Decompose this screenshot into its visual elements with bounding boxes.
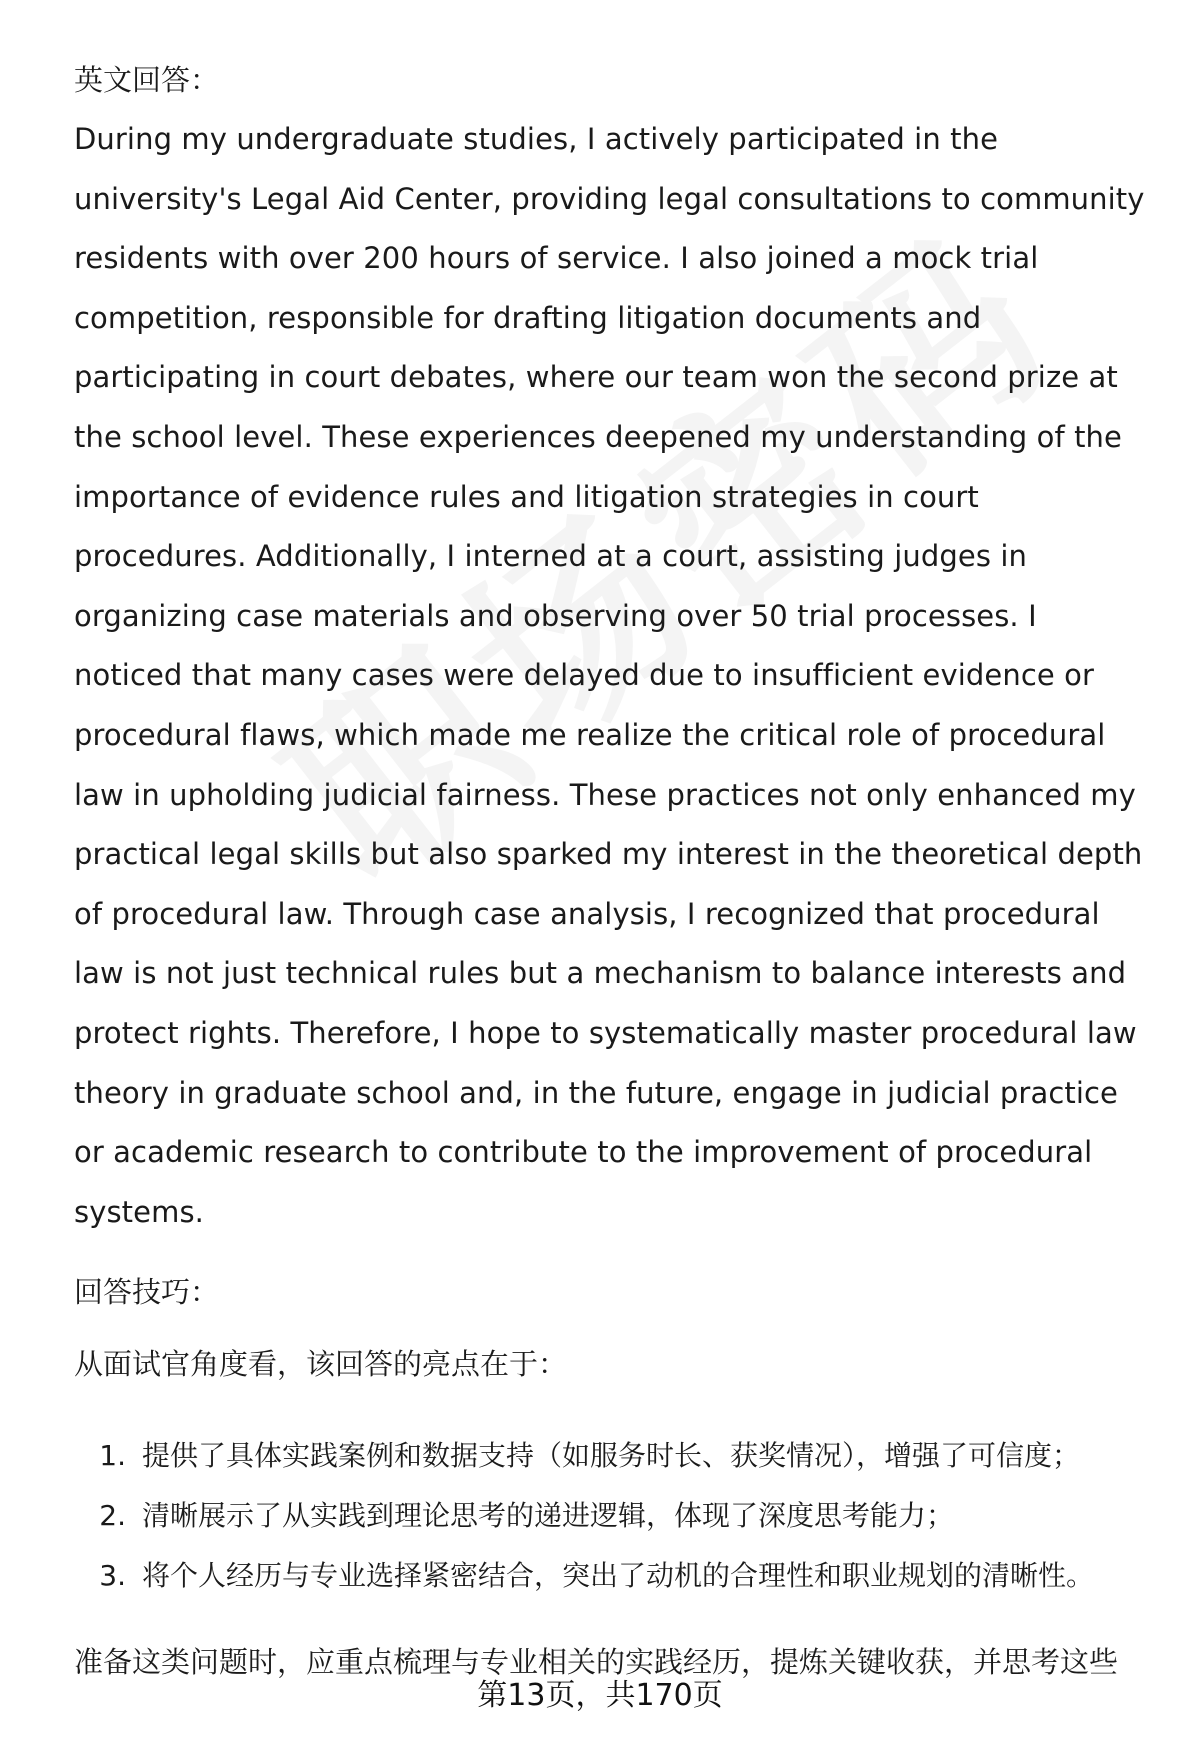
list-item <box>74 1546 1154 1606</box>
list-item-text: 清晰展示了从实践到理论思考的递进逻辑，体现了深度思考能力； <box>142 1499 955 1533</box>
list-item-number: 3. <box>99 1559 126 1593</box>
list-item-number: 2. <box>99 1499 126 1533</box>
tips-intro: 从面试官角度看，该回答的亮点在于： <box>74 1347 568 1382</box>
list-item-text: 提供了具体实践案例和数据支持（如服务时长、获奖情况），增强了可信度； <box>142 1439 1081 1473</box>
tips-list <box>74 1426 1154 1606</box>
tips-heading: 回答技巧： <box>74 1275 220 1310</box>
document-page <box>74 60 1154 1682</box>
page-number-footer: 第13页，共170页 <box>477 1678 723 1713</box>
list-item <box>74 1486 1154 1546</box>
list-item <box>74 1426 1154 1486</box>
closing-paragraph: 准备这类问题时，应重点梳理与专业相关的实践经历，提炼关键收获，并思考这些 <box>74 1645 1119 1680</box>
list-item-number: 1. <box>99 1439 126 1473</box>
english-answer-paragraph: During my undergraduate studies, I actively participated in the university's Legal Aid Center, providing legal consultations to community residents with over 200 hours of service. I also joined a mock trial competition, responsible for drafting litigation documents and participating in court debates, where our team won the second prize at the school level. These experiences deepened my understanding of the importance of evidence rules and litigation strategies in court procedures. Additionally, I interned at a court, assisting judges in organizing case materials and observing over 50 trial processes. I noticed that many cases were delayed due to insufficient evidence or procedural flaws, which made me realize the critical role of procedural law in upholding judicial fairness. These practices not only enhanced my practical legal skills but also sparked my interest in the theoretical depth of procedural law. Through case analysis, I recognized that procedural law is not just technical rules but a mechanism to balance interests and protect rights. Therefore, I hope to systematically master procedural law theory in graduate school and, in the future, engage in judicial practice or academic research to contribute to the improvement of procedural systems. <box>74 122 1145 1229</box>
answer-heading: 英文回答： <box>74 63 220 97</box>
list-item-text: 将个人经历与专业选择紧密结合，突出了动机的合理性和职业规划的清晰性。 <box>142 1559 1095 1593</box>
